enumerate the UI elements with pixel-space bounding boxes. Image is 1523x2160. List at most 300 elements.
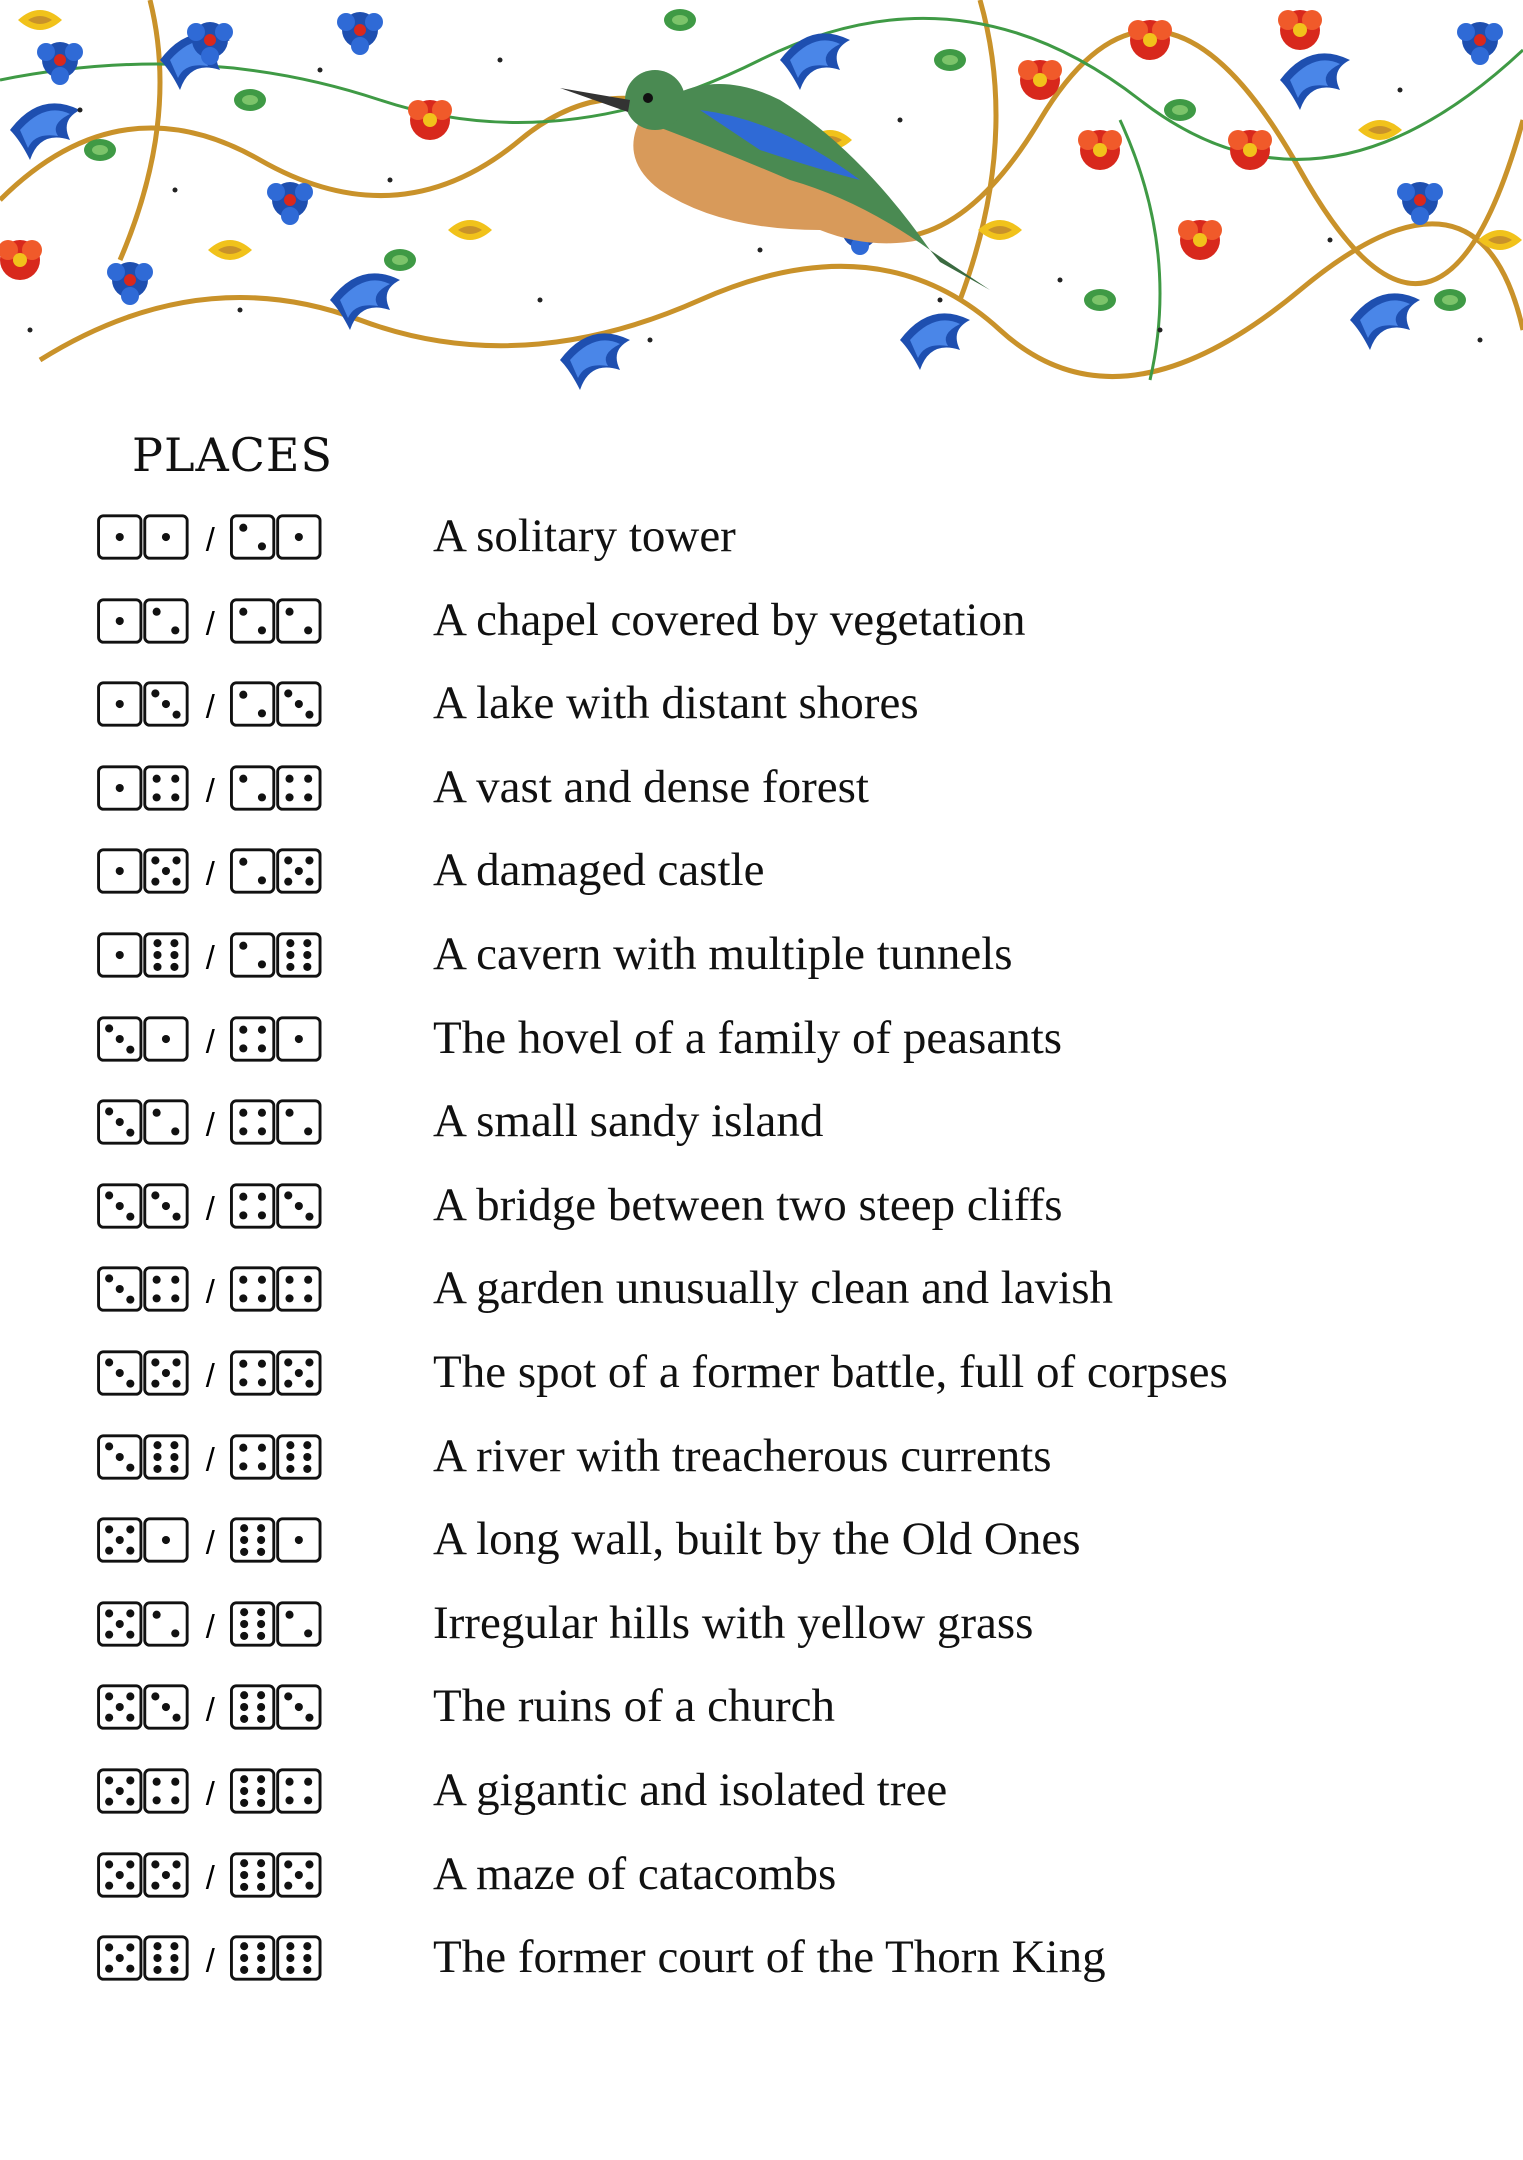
slash-separator: / xyxy=(205,1272,215,1310)
die-pip xyxy=(105,1860,113,1868)
die-pip xyxy=(240,1882,248,1890)
die-pip xyxy=(286,1453,294,1461)
die-pip xyxy=(116,1620,124,1628)
die-pip xyxy=(240,1954,248,1962)
die-pip xyxy=(153,1610,161,1618)
die-pip xyxy=(126,1693,134,1701)
die-pip xyxy=(173,857,181,865)
die-pip xyxy=(303,1441,311,1449)
die-pip xyxy=(257,1703,265,1711)
die-face-2 xyxy=(231,934,273,976)
die-pip xyxy=(258,1295,266,1303)
die-pip xyxy=(105,1275,113,1283)
die-pip xyxy=(304,1295,312,1303)
die-pip xyxy=(240,1703,248,1711)
dice-combination xyxy=(92,930,342,982)
die-pip xyxy=(304,793,312,801)
die-pip xyxy=(105,1798,113,1806)
dice-combination xyxy=(92,1181,342,1233)
table-row xyxy=(0,1674,1523,1744)
die-face-4 xyxy=(278,767,320,809)
die-pip xyxy=(286,1966,294,1974)
die-pip xyxy=(162,533,170,541)
die-pip xyxy=(173,1212,181,1220)
table-row xyxy=(0,1507,1523,1577)
table-row xyxy=(0,1173,1523,1243)
place-label: The ruins of a church xyxy=(433,1680,835,1733)
slash-separator: / xyxy=(205,854,215,892)
table-row xyxy=(0,671,1523,741)
die-pip xyxy=(105,1714,113,1722)
die-pip xyxy=(153,951,161,959)
die-pip xyxy=(239,691,247,699)
table-row xyxy=(0,1591,1523,1661)
table-row xyxy=(0,1424,1523,1494)
die-pip xyxy=(153,1453,161,1461)
die-pip xyxy=(305,1860,313,1868)
die-pip xyxy=(171,1295,179,1303)
die-pip xyxy=(240,1524,248,1532)
die-pip xyxy=(239,1276,247,1284)
die-pip xyxy=(305,1714,313,1722)
die-pip xyxy=(258,1192,266,1200)
die-face-4 xyxy=(231,1101,273,1143)
die-pip xyxy=(304,1778,312,1786)
die-pip xyxy=(304,1629,312,1637)
place-label: A chapel covered by vegetation xyxy=(433,593,1026,646)
die-pip xyxy=(173,1860,181,1868)
die-pip xyxy=(258,1443,266,1451)
die-pip xyxy=(116,1954,124,1962)
die-pip xyxy=(151,857,159,865)
die-pip xyxy=(303,963,311,971)
die-pip xyxy=(162,700,170,708)
die-pip xyxy=(257,1692,265,1700)
die-pip xyxy=(305,1212,313,1220)
die-pip xyxy=(105,1442,113,1450)
die-pip xyxy=(258,1462,266,1470)
die-face-6 xyxy=(231,1603,273,1645)
die-pip xyxy=(116,1118,124,1126)
die-pip xyxy=(286,1954,294,1962)
die-pip xyxy=(304,626,312,634)
place-label: A maze of catacombs xyxy=(433,1847,837,1900)
die-pip xyxy=(151,1191,159,1199)
die-pip xyxy=(116,1202,124,1210)
die-pip xyxy=(239,607,247,615)
table-row xyxy=(0,1925,1523,1995)
die-pip xyxy=(116,1285,124,1293)
table-row xyxy=(0,1758,1523,1828)
die-face-6 xyxy=(278,1937,320,1979)
die-pip xyxy=(285,1276,293,1284)
table-row xyxy=(0,588,1523,658)
place-label: The former court of the Thorn King xyxy=(433,1931,1106,1984)
die-pip xyxy=(162,867,170,875)
die-pip xyxy=(116,700,124,708)
die-face-4 xyxy=(145,767,187,809)
die-pip xyxy=(284,1380,292,1388)
place-label: Irregular hills with yellow grass xyxy=(433,1596,1034,1649)
die-pip xyxy=(240,1859,248,1867)
die-pip xyxy=(240,1871,248,1879)
die-pip xyxy=(240,1787,248,1795)
die-pip xyxy=(240,1799,248,1807)
place-label: A lake with distant shores xyxy=(433,677,919,730)
dice-combination xyxy=(92,763,342,815)
die-pip xyxy=(116,1536,124,1544)
die-pip xyxy=(295,1202,303,1210)
die-pip xyxy=(170,939,178,947)
slash-separator: / xyxy=(205,604,215,642)
die-pip xyxy=(240,1620,248,1628)
die-face-6 xyxy=(231,1937,273,1979)
die-pip xyxy=(305,1380,313,1388)
die-pip xyxy=(116,1871,124,1879)
slash-separator: / xyxy=(205,1189,215,1227)
die-face-6 xyxy=(231,1770,273,1812)
die-pip xyxy=(105,1693,113,1701)
die-pip xyxy=(239,1192,247,1200)
die-pip xyxy=(126,1129,134,1137)
die-pip xyxy=(257,1620,265,1628)
die-pip xyxy=(285,1796,293,1804)
dice-combination xyxy=(92,1766,342,1818)
die-pip xyxy=(284,1191,292,1199)
die-pip xyxy=(240,1632,248,1640)
die-pip xyxy=(153,1954,161,1962)
die-pip xyxy=(258,960,266,968)
die-pip xyxy=(239,858,247,866)
dice-combination xyxy=(92,1264,342,1316)
die-pip xyxy=(295,1536,303,1544)
die-pip xyxy=(240,1692,248,1700)
die-face-4 xyxy=(231,1185,273,1227)
dice-combination xyxy=(92,1682,342,1734)
place-label: A solitary tower xyxy=(433,510,736,562)
die-pip xyxy=(162,1035,170,1043)
die-pip xyxy=(126,1463,134,1471)
die-pip xyxy=(151,1358,159,1366)
die-pip xyxy=(171,793,179,801)
die-pip xyxy=(239,942,247,950)
dice-combination xyxy=(92,596,342,648)
die-pip xyxy=(239,524,247,532)
die-face-4 xyxy=(278,1268,320,1310)
die-pip xyxy=(153,1441,161,1449)
die-pip xyxy=(170,1464,178,1472)
die-pip xyxy=(105,1965,113,1973)
die-pip xyxy=(153,774,161,782)
die-pip xyxy=(116,1453,124,1461)
die-pip xyxy=(116,1369,124,1377)
die-pip xyxy=(285,1610,293,1618)
die-pip xyxy=(239,1044,247,1052)
die-pip xyxy=(239,1109,247,1117)
die-pip xyxy=(126,1296,134,1304)
die-pip xyxy=(258,626,266,634)
die-face-4 xyxy=(231,1352,273,1394)
die-pip xyxy=(305,857,313,865)
die-pip xyxy=(285,607,293,615)
die-pip xyxy=(257,1859,265,1867)
die-pip xyxy=(126,1526,134,1534)
die-face-6 xyxy=(145,1435,187,1477)
dice-combination xyxy=(92,846,342,898)
slash-separator: / xyxy=(205,771,215,809)
die-pip xyxy=(173,1881,181,1889)
slash-separator: / xyxy=(205,1105,215,1143)
die-pip xyxy=(170,1453,178,1461)
die-pip xyxy=(162,1202,170,1210)
die-face-6 xyxy=(278,1435,320,1477)
dice-combination xyxy=(92,512,342,564)
die-pip xyxy=(239,1462,247,1470)
die-pip xyxy=(173,1358,181,1366)
die-face-4 xyxy=(231,1268,273,1310)
place-label: A vast and dense forest xyxy=(433,760,869,813)
die-pip xyxy=(116,617,124,625)
place-label: A bridge between two steep cliffs xyxy=(433,1178,1063,1231)
die-face-4 xyxy=(145,1268,187,1310)
die-pip xyxy=(151,878,159,886)
die-pip xyxy=(126,1944,134,1952)
die-pip xyxy=(105,1609,113,1617)
table-row xyxy=(0,922,1523,992)
die-pip xyxy=(257,1787,265,1795)
die-pip xyxy=(171,626,179,634)
die-pip xyxy=(304,1128,312,1136)
die-pip xyxy=(239,1295,247,1303)
die-pip xyxy=(171,1128,179,1136)
die-pip xyxy=(303,1453,311,1461)
die-pip xyxy=(153,1778,161,1786)
die-face-6 xyxy=(278,934,320,976)
die-face-2 xyxy=(231,850,273,892)
die-face-2 xyxy=(145,1101,187,1143)
die-pip xyxy=(257,1882,265,1890)
dice-combination xyxy=(92,1432,342,1484)
die-pip xyxy=(239,1378,247,1386)
die-pip xyxy=(257,1799,265,1807)
die-pip xyxy=(305,1881,313,1889)
die-pip xyxy=(153,1942,161,1950)
die-pip xyxy=(126,1045,134,1053)
die-pip xyxy=(116,1787,124,1795)
die-pip xyxy=(153,1109,161,1117)
dice-combination xyxy=(92,1599,342,1651)
die-pip xyxy=(285,793,293,801)
dice-combination xyxy=(92,1933,342,1985)
slash-separator: / xyxy=(205,1356,215,1394)
place-label: The hovel of a family of peasants xyxy=(433,1011,1063,1064)
die-face-2 xyxy=(231,683,273,725)
die-pip xyxy=(258,1044,266,1052)
die-pip xyxy=(105,1108,113,1116)
die-pip xyxy=(240,1775,248,1783)
die-face-6 xyxy=(145,1937,187,1979)
slash-separator: / xyxy=(205,1690,215,1728)
die-pip xyxy=(105,1191,113,1199)
slash-separator: / xyxy=(205,938,215,976)
die-pip xyxy=(126,1630,134,1638)
die-pip xyxy=(284,1358,292,1366)
die-pip xyxy=(116,1703,124,1711)
die-pip xyxy=(239,1211,247,1219)
slash-separator: / xyxy=(205,687,215,725)
die-pip xyxy=(126,1860,134,1868)
die-pip xyxy=(170,1942,178,1950)
die-pip xyxy=(258,710,266,718)
slash-separator: / xyxy=(205,1774,215,1812)
die-pip xyxy=(258,1211,266,1219)
die-pip xyxy=(126,1380,134,1388)
die-pip xyxy=(295,1035,303,1043)
die-pip xyxy=(162,1703,170,1711)
dice-combination xyxy=(92,1014,342,1066)
illuminated-floral-border xyxy=(0,0,1523,392)
die-pip xyxy=(284,1881,292,1889)
die-pip xyxy=(153,1464,161,1472)
die-pip xyxy=(116,1035,124,1043)
die-pip xyxy=(257,1942,265,1950)
die-pip xyxy=(305,711,313,719)
die-pip xyxy=(126,1776,134,1784)
die-pip xyxy=(239,1128,247,1136)
die-pip xyxy=(240,1966,248,1974)
table-row xyxy=(0,1089,1523,1159)
die-pip xyxy=(170,951,178,959)
die-pip xyxy=(284,857,292,865)
die-pip xyxy=(304,1276,312,1284)
die-pip xyxy=(295,867,303,875)
slash-separator: / xyxy=(205,1941,215,1979)
die-pip xyxy=(257,1715,265,1723)
die-pip xyxy=(173,878,181,886)
die-face-2 xyxy=(278,1603,320,1645)
die-pip xyxy=(258,1360,266,1368)
die-pip xyxy=(286,951,294,959)
die-pip xyxy=(258,1378,266,1386)
die-face-6 xyxy=(145,934,187,976)
die-pip xyxy=(257,1871,265,1879)
die-pip xyxy=(295,1871,303,1879)
die-pip xyxy=(170,963,178,971)
place-label: A long wall, built by the Old Ones xyxy=(433,1513,1081,1566)
die-pip xyxy=(153,1276,161,1284)
die-face-2 xyxy=(231,767,273,809)
die-pip xyxy=(240,1715,248,1723)
die-pip xyxy=(105,1547,113,1555)
die-face-2 xyxy=(231,516,273,558)
die-pip xyxy=(105,1881,113,1889)
die-pip xyxy=(284,1860,292,1868)
dice-combination xyxy=(92,1097,342,1149)
die-pip xyxy=(105,1944,113,1952)
die-pip xyxy=(286,963,294,971)
die-pip xyxy=(240,1942,248,1950)
dice-combination xyxy=(92,1348,342,1400)
die-pip xyxy=(105,1776,113,1784)
place-label: The spot of a former battle, full of corpses xyxy=(433,1346,1228,1398)
place-label: A damaged castle xyxy=(433,844,765,897)
die-pip xyxy=(295,533,303,541)
slash-separator: / xyxy=(205,1022,215,1060)
die-pip xyxy=(126,1881,134,1889)
die-pip xyxy=(116,784,124,792)
die-pip xyxy=(257,1632,265,1640)
slash-separator: / xyxy=(205,520,215,558)
die-pip xyxy=(153,1796,161,1804)
die-pip xyxy=(105,1024,113,1032)
die-pip xyxy=(295,1703,303,1711)
die-pip xyxy=(285,1778,293,1786)
die-pip xyxy=(116,867,124,875)
die-pip xyxy=(126,1714,134,1722)
die-pip xyxy=(284,878,292,886)
place-label: A garden unusually clean and lavish xyxy=(433,1262,1114,1315)
die-pip xyxy=(257,1775,265,1783)
die-pip xyxy=(258,1128,266,1136)
die-pip xyxy=(126,1547,134,1555)
die-pip xyxy=(295,1369,303,1377)
die-pip xyxy=(162,1369,170,1377)
die-face-6 xyxy=(231,1519,273,1561)
die-pip xyxy=(105,1526,113,1534)
die-pip xyxy=(258,1025,266,1033)
dice-combination xyxy=(92,1515,342,1567)
die-pip xyxy=(171,1276,179,1284)
die-pip xyxy=(304,1796,312,1804)
die-pip xyxy=(303,951,311,959)
die-pip xyxy=(257,1536,265,1544)
die-face-4 xyxy=(231,1435,273,1477)
die-pip xyxy=(126,1798,134,1806)
die-pip xyxy=(105,1358,113,1366)
die-pip xyxy=(303,939,311,947)
die-pip xyxy=(171,1629,179,1637)
die-pip xyxy=(239,1360,247,1368)
place-label: A gigantic and isolated tree xyxy=(433,1764,948,1816)
slash-separator: / xyxy=(205,1523,215,1561)
die-pip xyxy=(257,1608,265,1616)
die-pip xyxy=(153,939,161,947)
die-pip xyxy=(239,774,247,782)
die-pip xyxy=(285,1109,293,1117)
die-pip xyxy=(173,1380,181,1388)
die-pip xyxy=(258,877,266,885)
die-pip xyxy=(162,1536,170,1544)
die-face-6 xyxy=(231,1686,273,1728)
die-face-6 xyxy=(231,1853,273,1895)
die-pip xyxy=(303,1464,311,1472)
die-pip xyxy=(153,607,161,615)
die-pip xyxy=(305,1358,313,1366)
slash-separator: / xyxy=(205,1607,215,1645)
die-pip xyxy=(286,1464,294,1472)
die-pip xyxy=(240,1548,248,1556)
die-pip xyxy=(116,951,124,959)
die-face-2 xyxy=(231,599,273,641)
die-face-4 xyxy=(145,1770,187,1812)
die-pip xyxy=(171,1778,179,1786)
place-label: A cavern with multiple tunnels xyxy=(433,928,1013,980)
dice-combination xyxy=(92,1850,342,1902)
die-pip xyxy=(151,1881,159,1889)
die-pip xyxy=(295,700,303,708)
die-pip xyxy=(126,1965,134,1973)
die-pip xyxy=(284,690,292,698)
